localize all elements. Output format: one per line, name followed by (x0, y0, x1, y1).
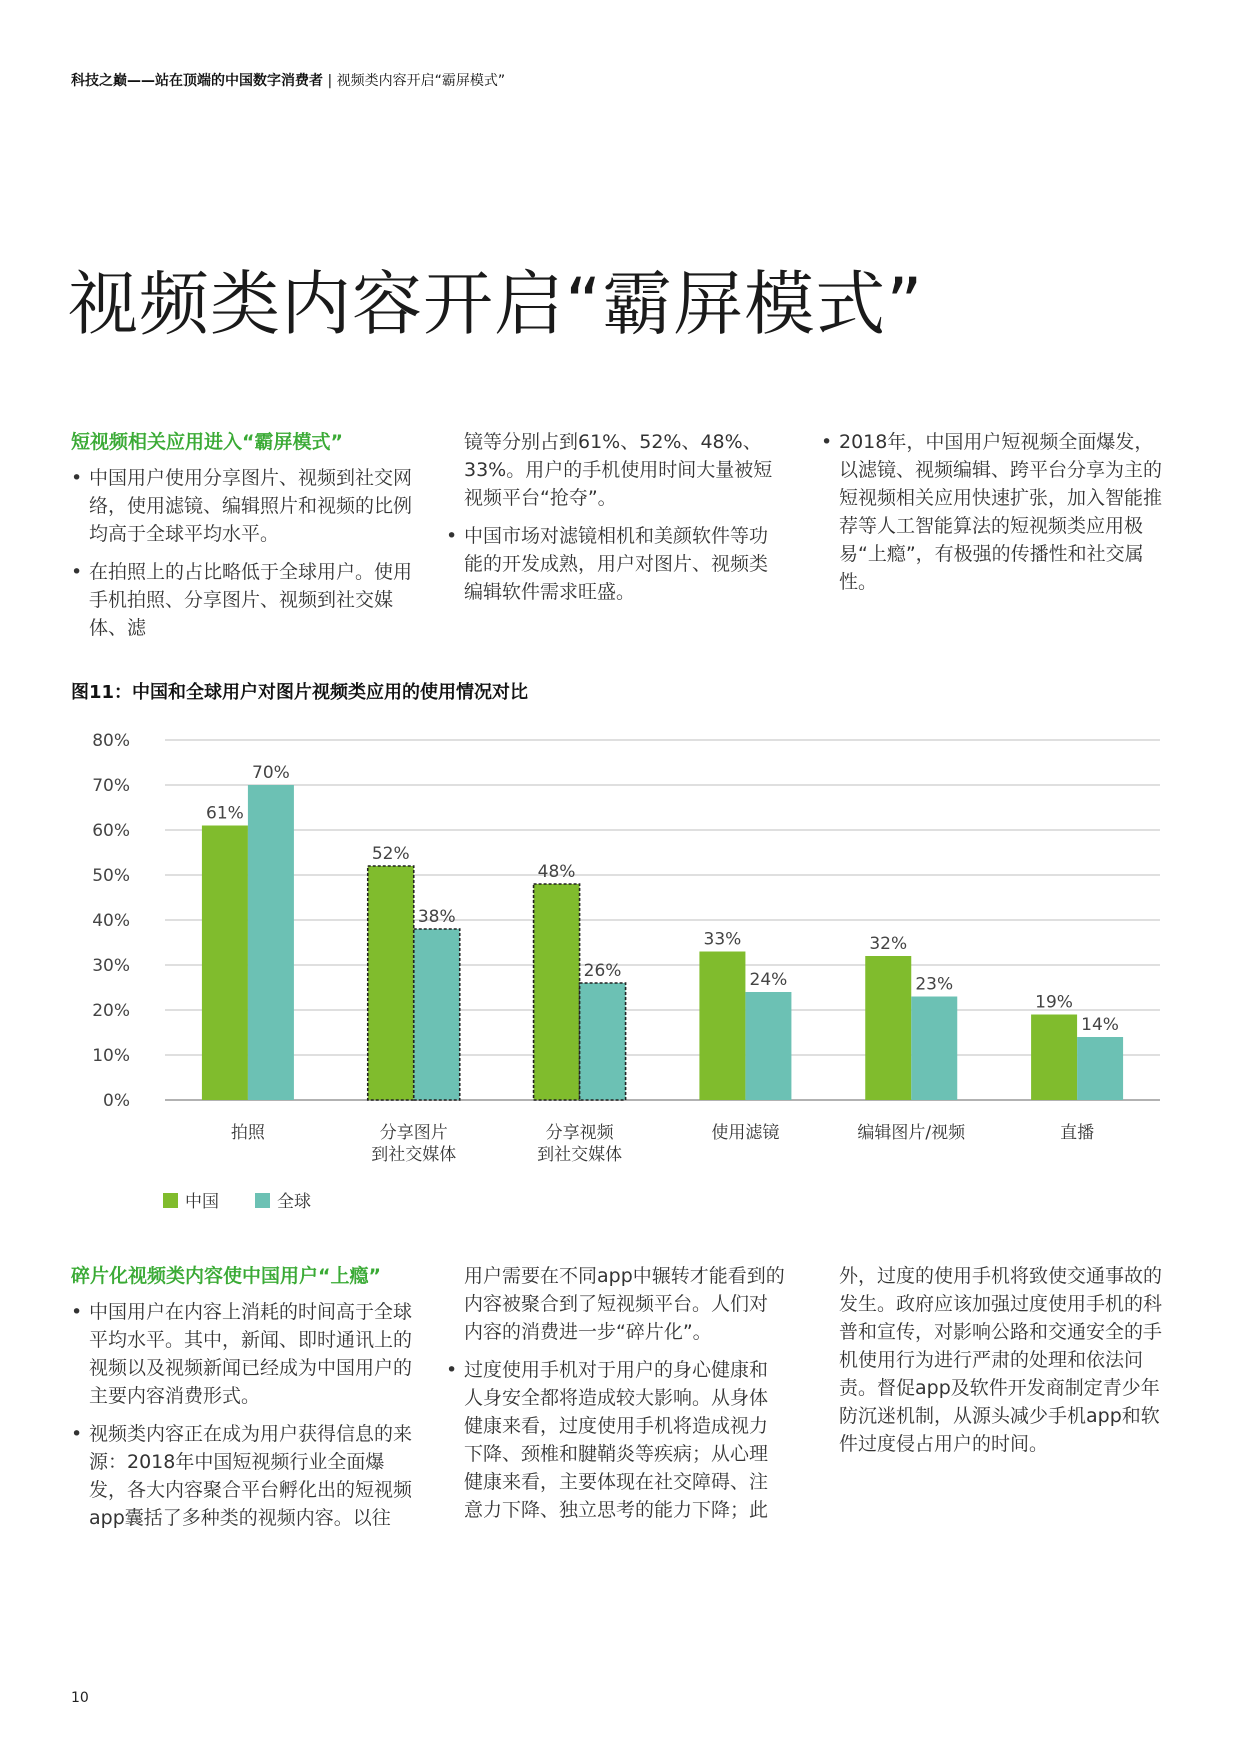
y-tick-label: 80% (92, 731, 130, 751)
figure-title: 图11：中国和全球用户对图片视频类应用的使用情况对比 (71, 682, 529, 703)
data-label: 24% (749, 970, 788, 990)
section2-col3 (821, 1262, 1171, 1468)
y-tick-label: 40% (92, 911, 130, 931)
section1-col2 (446, 428, 786, 616)
data-label: 14% (1081, 1015, 1119, 1035)
bar-china (699, 952, 745, 1101)
legend-swatch-china (163, 1193, 178, 1208)
data-label: 48% (537, 862, 576, 882)
data-label: 32% (869, 934, 908, 954)
legend-label: 中国 (185, 1192, 219, 1212)
bar-china (368, 866, 414, 1100)
legend-swatch-global (255, 1193, 270, 1208)
bar-china (202, 826, 248, 1101)
bar-global (248, 785, 294, 1100)
data-label: 33% (703, 929, 742, 950)
section1-bullet-1: • 中国用户使用分享图片、视频到社交网络，使用滤镜、编辑照片和视频的比例均高于全球平均水平。 (71, 464, 421, 548)
bar-china (1031, 1015, 1077, 1101)
bar-global (1077, 1037, 1123, 1100)
legend-label: 全球 (277, 1192, 311, 1212)
section2-bullet-1: • 中国用户在内容上消耗的时间高于全球平均水平。其中，新闻、即时通讯上的视频以及视频新闻已经成为中国用户的主要内容消费形式。 (71, 1298, 421, 1410)
header-separator: | (327, 73, 333, 89)
section1-bullet-3: • 中国市场对滤镜相机和美颜软件等功能的开发成熟，用户对图片、视频类编辑软件需求旺盛。 (446, 522, 786, 606)
y-tick-label: 30% (92, 956, 130, 976)
section2-heading: 碎片化视频类内容使中国用户“上瘾” (71, 1265, 381, 1287)
bar-china (534, 884, 580, 1100)
y-tick-label: 50% (92, 866, 130, 886)
section1-bullet-2: • 在拍照上的占比略低于全球用户。使用手机拍照、分享图片、视频到社交媒体、滤 (71, 558, 421, 642)
data-label: 52% (371, 844, 410, 864)
x-tick-label: 分享视频 (545, 1123, 614, 1143)
bar-china (865, 956, 911, 1100)
running-header (71, 70, 505, 90)
page-number: 10 (71, 1690, 89, 1706)
section1-bullet-2-continued: 镜等分别占到61%、52%、48%、33%。用户的手机使用时间大量被短视频平台“抢夺”。 (464, 431, 773, 509)
section2-bullet-2-continued: 用户需要在不同app中辗转才能看到的内容被聚合到了短视频平台。人们对内容的消费进一步“碎片化”。 (464, 1265, 785, 1343)
page-title: 视频类内容开启“霸屏模式” (68, 263, 924, 345)
data-label: 38% (417, 907, 456, 927)
section1-col1 (71, 428, 421, 652)
x-tick-label: 直播 (1060, 1123, 1095, 1143)
data-label: 70% (252, 763, 290, 783)
section2-bullet-2: • 视频类内容正在成为用户获得信息的来源：2018年中国短视频行业全面爆发，各大内容聚合平台孵化出的短视频app囊括了多种类的视频内容。以往 (71, 1420, 421, 1532)
y-tick-label: 20% (92, 1001, 130, 1021)
section2-bullet-3-continued: 外，过度的使用手机将致使交通事故的发生。政府应该加强过度使用手机的科普和宣传，对影响公路和交通安全的手机使用行为进行严肃的处理和依法问责。督促app及软件开发商制定青少年防沉迷机制，从源头减少手机app和软件过度侵占用户的时间。 (839, 1265, 1163, 1455)
data-label: 26% (583, 961, 622, 981)
section2-col2 (446, 1262, 786, 1534)
section1-heading: 短视频相关应用进入“霸屏模式” (71, 431, 343, 453)
section1-bullet-4: • 2018年，中国用户短视频全面爆发，以滤镜、视频编辑、跨平台分享为主的短视频相关应用快速扩张，加入智能推荐等人工智能算法的短视频类应用极易“上瘾”，有极强的传播性和社交属性。 (821, 428, 1171, 596)
y-tick-label: 0% (103, 1091, 130, 1111)
y-tick-label: 10% (92, 1046, 130, 1066)
bar-global (745, 992, 791, 1100)
x-tick-label: 拍照 (230, 1123, 265, 1143)
x-tick-label: 到社交媒体 (537, 1145, 623, 1165)
data-label: 61% (206, 803, 244, 824)
section1-col3 (821, 428, 1171, 606)
header-section-title: 视频类内容开启“霸屏模式” (336, 73, 506, 89)
bar-global (911, 997, 957, 1101)
x-tick-label: 分享图片 (379, 1123, 448, 1143)
y-tick-label: 70% (92, 776, 130, 796)
x-tick-label: 编辑图片/视频 (857, 1123, 966, 1143)
y-tick-label: 60% (92, 821, 130, 841)
x-tick-label: 使用滤镜 (711, 1123, 780, 1143)
data-label: 23% (915, 974, 954, 995)
x-tick-label: 到社交媒体 (371, 1145, 457, 1165)
data-label: 19% (1035, 992, 1073, 1013)
bar-global (580, 983, 626, 1100)
bar-global (414, 929, 460, 1100)
section2-col1 (71, 1262, 421, 1542)
section2-bullet-3: • 过度使用手机对于用户的身心健康和人身安全都将造成较大影响。从身体健康来看，过度使用手机将造成视力下降、颈椎和腱鞘炎等疾病；从心理健康来看，主要体现在社交障碍、注意力下降、独立思考的能力下降；此 (446, 1356, 786, 1524)
header-report-title: 科技之巅——站在顶端的中国数字消费者 (71, 73, 323, 89)
